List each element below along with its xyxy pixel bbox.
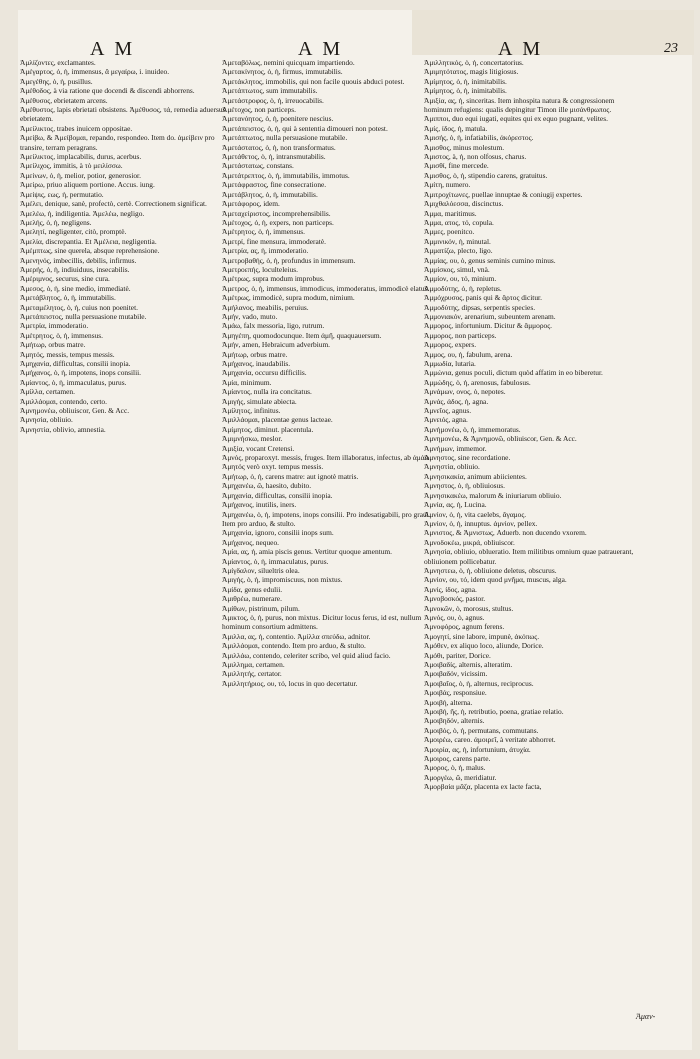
dictionary-entry: Ἀμετάπειστος, ὁ, ἡ, qui à sententia dimoueri non potest. bbox=[222, 123, 388, 133]
dictionary-entry: Ἀμμώνια, genus poculi, dictum quòd affatim in eo biberetur. bbox=[424, 368, 603, 378]
dictionary-entry: Ἀμνηστία, oblivio, amnestia. bbox=[20, 424, 106, 434]
dictionary-entry: Ἀμνάμων, ονος, ὁ, nepotes. bbox=[424, 387, 506, 397]
dictionary-entry: Ἀμίμητος, ὁ, ἡ, inimitabilis. bbox=[424, 76, 507, 86]
dictionary-entry: Ἀμμορος, expers. bbox=[424, 340, 477, 350]
dictionary-entry: Ἀμίμητος, ὁ, ἡ, inimitabilis. bbox=[424, 86, 507, 96]
dictionary-entry: Ἀμίαντος, ὁ, ἡ, immaculatus, purus. bbox=[222, 556, 329, 566]
dictionary-entry: Ἀμιλλητήριος, ου, τό, locus in quo decertatur. bbox=[222, 678, 358, 688]
dictionary-entry: Ἀμνεῖος, agnus. bbox=[424, 406, 472, 416]
dictionary-entry: Ἀμμορος, infortunium. Dicitur & ἄμμορος. bbox=[424, 321, 552, 331]
dictionary-entry: Ἀμήλανος, meabilis, peruius. bbox=[222, 302, 309, 312]
dictionary-entry: Ἀμοιβή, ῆς, ἡ, retributio, poena, gratiae relatio. bbox=[424, 707, 564, 717]
dictionary-entry: Ἀμετρία, immoderatio. bbox=[20, 321, 89, 331]
dictionary-entry: Ἀμείλικτος, trabes inuicem oppositae. bbox=[20, 123, 133, 133]
dictionary-entry: Ἀμετάφορος, idem. bbox=[222, 199, 280, 209]
dictionary-entry: Ἀμοργέω, ῶ, meridiatur. bbox=[424, 772, 497, 782]
dictionary-entry: Ἀμήτωρ, ὁ, ἡ, carens matre: aut ignotè matris. bbox=[222, 471, 359, 481]
dictionary-entry: Ἀμίαντος, nulla ira concitatus. bbox=[222, 387, 312, 397]
dictionary-entry: Ἀμοιρέω, careo. ἀμοιρεῖ, à veritate abhorret. bbox=[424, 735, 556, 745]
dictionary-entry: Ἀμνησία, obliuio, oblueratio. Item militibus omnium quae patrauerant, obliuionem pollicebatur. bbox=[424, 547, 634, 566]
dictionary-entry: Ἀμέγαρτος, ὁ, ἡ, immensus, ἃ μεγαίρω, i. inuideo. bbox=[20, 67, 170, 77]
dictionary-entry: Ἀμέθοδος, à via ratione que docendi & discendi abhorrens. bbox=[20, 86, 195, 96]
dictionary-entry: Ἀμνήμονέω, ὁ, ἡ, immemoratus. bbox=[424, 424, 521, 434]
dictionary-entry: Ἀμνησία, obliuio. bbox=[20, 415, 73, 425]
dictionary-entry: Ἀμιθρέω, numerare. bbox=[222, 594, 282, 604]
dictionary-entry: Ἀμνοκῶν, ὁ, morosus, stultus. bbox=[424, 603, 514, 613]
dictionary-entry: Ἀμεταβόλως, nemini quicquam impartiendo. bbox=[222, 58, 355, 67]
dictionary-entry: Ἀμμοδύτης, ὁ, ἡ, repletus. bbox=[424, 283, 502, 293]
dictionary-entry: Ἀμμα, maritimus. bbox=[424, 208, 477, 218]
dictionary-entry: Ἀμοιβαδίς, alternis, alteratim. bbox=[424, 660, 513, 669]
dictionary-entry: Ἀμέτοχος, non particeps. bbox=[222, 105, 296, 115]
dictionary-entry: Ἀμοιβαῖος, ὁ, ἡ, alternus, reciprocus. bbox=[424, 678, 534, 688]
dictionary-entry: Ἀμνησικακία, animum abiicientes. bbox=[424, 471, 527, 481]
dictionary-entry: Ἀμελής, ὁ, ἡ, negligens. bbox=[20, 217, 92, 227]
dictionary-entry: Ἀμέθυστος, lapis ebrietati obsistens. Ἀμέθυσος, τά, remedia aduersus ebrietatem. bbox=[20, 105, 226, 124]
catchword: Ἀμαν- bbox=[636, 1012, 656, 1021]
dictionary-entry: Ἀμίγδαλον, silueltris olea. bbox=[222, 565, 300, 575]
dictionary-entry: Ἀμηχανία, difficultas, consilii inopia. bbox=[222, 490, 333, 500]
dictionary-entry: Ἀμελητί, negligenter, citò, promptè. bbox=[20, 227, 127, 237]
dictionary-entry: Ἀμνίον, ου, τό, idem quod μνῆμα, muscus, alga. bbox=[424, 575, 567, 585]
dictionary-entry: Ἀμάω, falx messoria, ligo, rutrum. bbox=[222, 321, 325, 331]
dictionary-entry: Ἀμετάκλητος, immobilis, qui non facile quouis abduci potest. bbox=[222, 76, 405, 86]
dictionary-entry: Ἀμιστος, à, ἡ, non olfosus, charus. bbox=[424, 152, 527, 162]
dictionary-entry: Ἀμμωδία, lutaria. bbox=[424, 359, 476, 368]
dictionary-entry: Ἀμελία, discrepantia. Et Ἀμέλεια, negligentia. bbox=[20, 236, 157, 246]
dictionary-entry: Ἀμιλλάομαι, contendo, certo. bbox=[20, 396, 107, 406]
dictionary-entry: Ἀμέμπτως, sine querela, absque reprehensione. bbox=[20, 246, 160, 256]
column-3 bbox=[424, 58, 634, 792]
dictionary-entry: Ἀμμίον, ου, τό, minium. bbox=[424, 274, 497, 284]
dictionary-entry: Ἀμετροεπής, loculteleius. bbox=[222, 264, 298, 274]
dictionary-entry: Ἀμνιστος, & Ἀμνιστως, Aduerb. non ducendo vxorem. bbox=[424, 528, 587, 538]
dictionary-entry: Ἀμετάβλητος, ὁ, ἡ, immutabilis. bbox=[20, 293, 116, 303]
dictionary-entry: Ἀμητός, messis, tempus messis. bbox=[20, 349, 115, 359]
dictionary-entry: Ἀμέθυσος, ebrietatem arcens. bbox=[20, 95, 108, 105]
dictionary-entry: Ἀμοιρος, carens parte. bbox=[424, 754, 491, 764]
dictionary-entry: Ἀμμινικόν, ἡ, minutal. bbox=[424, 236, 491, 246]
dictionary-entry: Ἀμηγέπη, quomodocunque. Item ἀμῆ, quaquauersum. bbox=[222, 330, 382, 340]
dictionary-entry: Ἀμήτωρ, orbus matre. bbox=[20, 340, 86, 350]
dictionary-entry: Ἀμνήμων, immemor. bbox=[424, 443, 487, 453]
dictionary-entry: Ἀμνός, ου, ὁ, agnus. bbox=[424, 612, 485, 622]
dictionary-entry: Ἀμμος, ου, ἡ, fabulum, arena. bbox=[424, 349, 513, 359]
dictionary-entry: Ἀμερής, ὁ, ἡ, indiuiduus, insecabilis. bbox=[20, 264, 130, 274]
dictionary-entry: Ἀμετρος, ὁ, ἡ, immensus, immodicus, immoderatus, immodicè elatus. bbox=[222, 283, 430, 293]
dictionary-entry: Ἀμία, ας, ἡ, amia piscis genus. Vertitur quoque amentum. bbox=[222, 547, 392, 557]
dictionary-entry: Ἀμλίζοντες, exclamantes. bbox=[20, 58, 96, 67]
dictionary-entry: Ἀμετάπτωτος, sum immutabilis. bbox=[222, 86, 318, 96]
dictionary-entry: Ἀμείλιχος, immitis, à τὸ μειλίσσω. bbox=[20, 161, 123, 171]
dictionary-entry: Ἀμνίον, ὁ, ἡ, vita caelebs, ἄγαμος. bbox=[424, 509, 527, 519]
column-header-3: A M bbox=[498, 38, 544, 60]
dictionary-entry: Ἀμορος, ὁ, ἡ, malus. bbox=[424, 763, 486, 773]
dictionary-entry: Ἀμνηστος, ὁ, ἡ, obliuiosus. bbox=[424, 481, 505, 491]
dictionary-entry: Ἀμείβω, & Ἀμείβομαι, repando, respondeo. Item do. ἀμείβειν pro transire, terram peragrans. bbox=[20, 133, 215, 152]
dictionary-entry: Ἀμιλλάομαι, placentae genus lacteae. bbox=[222, 415, 333, 425]
dictionary-entry: Ἀμισής, ὁ, ἡ, infatiabilis, ἀκόρεστος. bbox=[424, 133, 534, 143]
dictionary-entry: Ἀμήν, amen, Hebraicum adverbium. bbox=[222, 340, 331, 350]
dictionary-entry: Ἀμετάβλητος, ὁ, ἡ, immutabilis. bbox=[222, 189, 318, 199]
dictionary-entry: Ἀμετάπτωτος, nulla persuasione mutabile. bbox=[222, 133, 348, 143]
dictionary-entry: Ἀμνημονέω, obliuiscor, Gen. & Acc. bbox=[20, 406, 130, 416]
dictionary-entry: Ἀμνειός, agna. bbox=[424, 415, 468, 425]
dictionary-entry: Ἀμεταμέλητος, ὁ, ἡ, cuius non poenitet. bbox=[20, 302, 138, 312]
dictionary-entry: Ἀμμονιακόν, arenarium, subeuntem arenam. bbox=[424, 311, 556, 321]
dictionary-entry: Ἀμνοβοσκός, pastor. bbox=[424, 594, 486, 604]
column-header-2: A M bbox=[298, 38, 344, 60]
dictionary-entry: Ἀμματίζω, plecto, ligo. bbox=[424, 246, 493, 256]
dictionary-entry: Ἀμνός, proparoxyt. messis, fruges. Item illaboratus, infectus, ab ἀμάω. Ἀμητός verò oxyt. tempus messis. bbox=[222, 453, 432, 472]
dictionary-entry: Ἀμισθος, ὁ, ἡ, stipendio carens, gratuitus. bbox=[424, 170, 548, 180]
column-1 bbox=[20, 58, 230, 434]
dictionary-entry: Ἀμήν, vado, muto. bbox=[222, 311, 278, 321]
dictionary-entry: Ἀμεταχείριστος, incomprehensibilis. bbox=[222, 208, 331, 218]
dictionary-entry: Ἀμέτρητος, ὁ, ἡ, immensus. bbox=[20, 330, 103, 340]
dictionary-entry: Ἀμιξία, ας, ἡ, sinceritas. Item inhospita natura & congressionem hominum refugiens: qualis depingitur Timon ille μισάνθρωπος. bbox=[424, 95, 615, 115]
dictionary-entry: Ἀμιπποι, duo equi iugati, equites qui ex equo pugnant, velites. bbox=[424, 114, 608, 124]
dictionary-entry: Ἀμιλλάομαι, contendo. Item pro arduo, & stulto. bbox=[222, 641, 366, 651]
dictionary-entry: Ἀμμορος, non particeps. bbox=[424, 330, 497, 340]
dictionary-entry: Ἀμεσος, ὁ, ἡ, sine medio, immediatè. bbox=[20, 283, 131, 293]
dictionary-entry: Ἀμιτροχίτωνες, puellae innuptae & coniugij expertes. bbox=[424, 189, 583, 199]
dictionary-entry: Ἀμνίον, ὁ, ἡ, innuptus. ἀμνίον, pellex. bbox=[424, 518, 538, 528]
dictionary-entry: Ἀμίτη, numero. bbox=[424, 180, 471, 190]
dictionary-entry: Ἀμετροβαθής, ὁ, ἡ, profundus in immensum. bbox=[222, 255, 356, 265]
dictionary-entry: Ἀμορβαία μᾶζα, placenta ex lacte facta, bbox=[424, 782, 542, 792]
dictionary-entry: Ἀμήχανος, nequeo. bbox=[222, 537, 280, 547]
dictionary-entry: Ἀμίαντος, ὁ, ἡ, immaculatus, purus. bbox=[20, 377, 127, 387]
dictionary-entry: Ἀμία, minimum. bbox=[222, 377, 272, 387]
dictionary-entry: Ἀμίλλα, certamen. bbox=[20, 387, 75, 397]
page-number: 23 bbox=[664, 41, 678, 56]
dictionary-entry: Ἀμμίσκος, simul, vnà. bbox=[424, 264, 490, 274]
dictionary-entry: Ἀμηχανέω, ὁ, ἡ, impotens, inops consilii. Pro indesatigabili, pro graui. Item pro arduo, & stulto. bbox=[222, 509, 431, 528]
dictionary-entry: Ἀμετάστροφος, ὁ, ἡ, irreuocabilis. bbox=[222, 95, 324, 105]
dictionary-entry: Ἀμέτρως, immodicè, supra modum, nimium. bbox=[222, 293, 355, 303]
dictionary-entry: Ἀμίς, ίδος, ἡ, matula. bbox=[424, 123, 488, 133]
dictionary-entry: Ἀμνησικακέω, malorum & iniuriarum obliuio. bbox=[424, 490, 562, 500]
dictionary-entry: Ἀμνημονέω, & Ἀμνημονῶ, obliuiscor, Gen. & Acc. bbox=[424, 434, 577, 444]
dictionary-entry: Ἀμιλλημα, certamen. bbox=[222, 660, 285, 669]
dictionary-entry: Ἀμιμνήσκω, meslor. bbox=[222, 434, 283, 444]
dictionary-entry: Ἀμετάστατος, ὁ, ἡ, non transformatus. bbox=[222, 142, 336, 152]
dictionary-entry: Ἀμμοδύτης, dipsas, serpentis species. bbox=[424, 302, 536, 312]
dictionary-entry: Ἀμμόχρυσος, panis qui & ἄρτος dicitur. bbox=[424, 293, 542, 303]
dictionary-entry: Ἀμεγέθης, ὁ, ἡ, pusillus. bbox=[20, 76, 93, 86]
dictionary-entry: Ἀμίμητος, diminut. placentula. bbox=[222, 424, 314, 434]
dictionary-entry: Ἀμνηστία, obliuio. bbox=[424, 462, 480, 472]
dictionary-entry: Ἀμήτωρ, orbus matre. bbox=[222, 349, 288, 359]
dictionary-entry: Ἀμίλητος, infinitus. bbox=[222, 406, 281, 416]
dictionary-entry: Ἀμηχανία, ignoro, consilii inops sum. bbox=[222, 528, 334, 538]
dictionary-entry: Ἀμιγής, ὁ, ἡ, impromiscuus, non mixtus. bbox=[222, 575, 343, 585]
dictionary-entry: Ἀμετακίνητος, ὁ, ἡ, firmus, immutabilis. bbox=[222, 67, 343, 77]
dictionary-entry: Ἀμηχανέω, ῶ, haesito, dubito. bbox=[222, 481, 312, 491]
dictionary-entry: Ἀμείψις, εως, ἡ, permutatio. bbox=[20, 189, 104, 199]
dictionary-entry: Ἀμιξία, vocant Cretensi. bbox=[222, 443, 295, 453]
dictionary-entry: Ἀμμες, poenitco. bbox=[424, 227, 475, 237]
dictionary-entry: Ἀμείνων, ὁ, ἡ, melior, potior, generosior. bbox=[20, 170, 141, 180]
dictionary-entry: Ἀμηχανία, occursu difficilis. bbox=[222, 368, 307, 378]
dictionary-entry: Ἀμετάστατως, constans. bbox=[222, 161, 294, 171]
dictionary-entry: Ἀμικτος, ὁ, ἡ, purus, non mixtus. Dicitur locus ferus, id est, nullum hominum consortium admittens. bbox=[222, 612, 422, 632]
dictionary-entry: Ἀμέτρως, supra modum improbus. bbox=[222, 274, 325, 284]
dictionary-entry: Ἀμνία, ας, ἡ, Lucina. bbox=[424, 500, 487, 510]
dictionary-entry: Ἀμέτοχος, ὁ, ἡ, expers, non particeps. bbox=[222, 217, 334, 227]
dictionary-entry: Ἀμοιβαδόν, vicissim. bbox=[424, 669, 488, 679]
dictionary-entry: Ἀμμώδης, ὁ, ἡ, arenosus, fabulosus. bbox=[424, 377, 531, 387]
dictionary-entry: Ἀμείρω, priuo aliquem portione. Accus. iung. bbox=[20, 180, 155, 190]
dictionary-entry: Ἀμνίς, ίδος, agna. bbox=[424, 584, 477, 594]
dictionary-entry: Ἀμνηστεω, ὁ, ἡ, obliuione deletus, obscurus. bbox=[424, 565, 557, 575]
dictionary-entry: Ἀμιλλητικός, ὁ, ἡ, concertatorius. bbox=[424, 58, 524, 67]
dictionary-entry: Ἀμόθεν, ex aliquo loco, aliunde, Dorice. bbox=[424, 641, 544, 651]
dictionary-entry: Ἀμνοφόρος, agnum ferens. bbox=[424, 622, 505, 632]
dictionary-entry: Ἀμοιβηδόν, alternis. bbox=[424, 716, 485, 726]
dictionary-entry: Ἀμέριμνος, securus, sine cura. bbox=[20, 274, 110, 284]
dictionary-entry: Ἀμετρία, ας, ἡ, immoderatio. bbox=[222, 246, 309, 256]
column-2 bbox=[222, 58, 432, 688]
dictionary-entry: Ἀμνάς, άδος, ἡ, agna. bbox=[424, 396, 489, 406]
dictionary-entry: Ἀμοιβός, ὁ, ἡ, permutans, commutans. bbox=[424, 725, 539, 735]
dictionary-entry: Ἀμοιβή, alterna. bbox=[424, 697, 473, 707]
dictionary-entry: Ἀμογητί, sine labore, impunè, ἀκόπως. bbox=[424, 631, 540, 641]
dictionary-entry: Ἀμιγής, simulate abiecta. bbox=[222, 396, 297, 406]
dictionary-entry: Ἀμηχανία, difficultas, consilii inopia. bbox=[20, 359, 131, 368]
dictionary-entry: Ἀμισθί, fine mercede. bbox=[424, 161, 489, 171]
dictionary-entry: Ἀμιλλητής, certator. bbox=[222, 669, 282, 679]
dictionary-entry: Ἀμήχανος, ὁ, ἡ, impotens, inops consilii. bbox=[20, 368, 142, 378]
dictionary-entry: Ἀμοιρία, ας, ἡ, infortunium, ἀτυχία. bbox=[424, 744, 531, 754]
dictionary-entry: Ἀμετρί, fine mensura, immoderatè. bbox=[222, 236, 326, 246]
dictionary-entry: Ἀμείλικτος, implacabilis, durus, acerbus. bbox=[20, 152, 142, 162]
dictionary-entry: Ἀμιλλάω, contendo, celeriter scribo, vel quid aliud facio. bbox=[222, 650, 391, 660]
dictionary-entry: Ἀμήχανος, inutilis, iners. bbox=[222, 500, 297, 510]
dictionary-entry: Ἀμόθι, pariter, Dorice. bbox=[424, 650, 491, 660]
dictionary-entry: Ἀμετάθετος, ὁ, ἡ, intransmutabilis. bbox=[222, 152, 326, 162]
column-header-1: A M bbox=[90, 38, 136, 60]
dictionary-entry: Ἀμετάφραστος, fine consecratione. bbox=[222, 180, 327, 190]
dictionary-entry: Ἀμετάτρεπτος, ὁ, ἡ, immutabilis, immotus. bbox=[222, 170, 350, 180]
dictionary-entry: Ἀμήχανος, inaudabilis. bbox=[222, 359, 291, 368]
dictionary-entry: Ἀμενηνός, imbecillis, debilis, infirmus. bbox=[20, 255, 137, 265]
dictionary-entry: Ἀμμα, ατος, τό, copula. bbox=[424, 217, 494, 227]
dictionary-entry: Ἀμελέω, ἡ, indiligentia. Ἀμελέω, negligo. bbox=[20, 208, 145, 218]
dictionary-entry: Ἀμνοδοκέω, μικρά, obliuiscor. bbox=[424, 537, 515, 547]
dictionary-entry: Ἀμίδα, genus edulii. bbox=[222, 584, 283, 594]
dictionary-entry: Ἀμισθος, minus molestum. bbox=[424, 142, 505, 152]
dictionary-entry: Ἀμιλλα, ας, ἡ, contentio. Ἀμίλλα σπεύδω, adnitor. bbox=[222, 631, 371, 641]
dictionary-entry: Ἀμνηστος, sine recordatione. bbox=[424, 453, 511, 463]
dictionary-entry: Ἀμέτρητος, ὁ, ἡ, immensus. bbox=[222, 227, 305, 237]
dictionary-entry: Ἀμέλει, denique, sanè, profectò, certè. Correctionem significat. bbox=[20, 199, 207, 209]
dictionary-entry: Ἀμίθων, pistrinum, pilum. bbox=[222, 603, 300, 613]
dictionary-entry: Ἀμιμητότατος, magis litigiosus. bbox=[424, 67, 519, 77]
dictionary-entry: Ἀμετανόητος, ὁ, ἡ, poenitere nescius. bbox=[222, 114, 334, 124]
dictionary-entry: Ἀμοιβάς, responsiue. bbox=[424, 688, 487, 698]
dictionary-entry: Ἀμιχθαλόεσσα, discinctus. bbox=[424, 199, 504, 209]
dictionary-entry: Ἀμμίας, ου, ὁ, genus seminis cumino minus. bbox=[424, 255, 556, 265]
dictionary-entry: Ἀμετάπειστος, nulla persuasione mutabile. bbox=[20, 311, 147, 321]
